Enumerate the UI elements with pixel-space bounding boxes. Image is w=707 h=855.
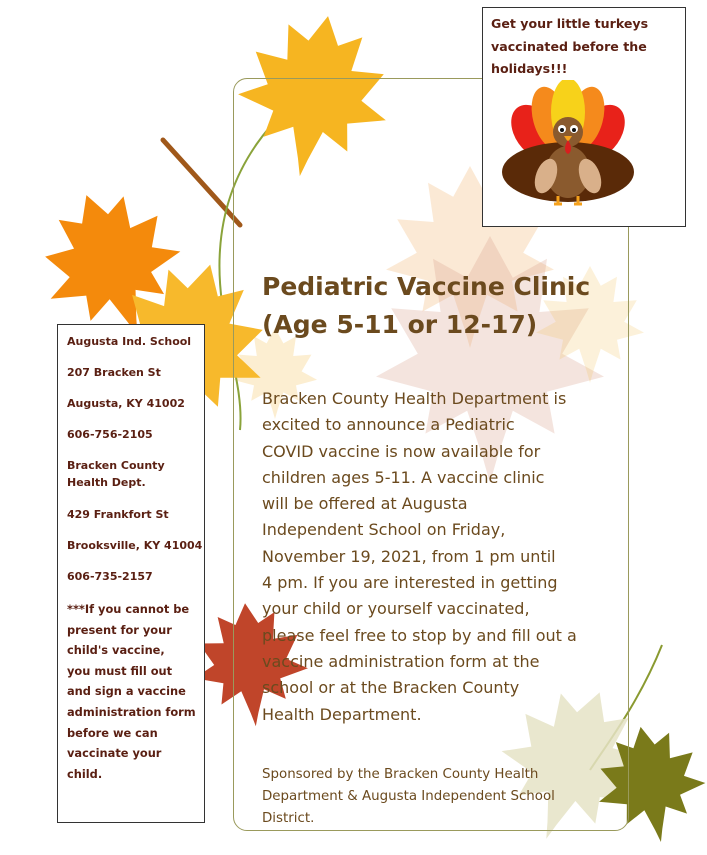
body-line: please feel free to stop by and fill out a <box>262 625 577 645</box>
body-line: excited to announce a Pediatric <box>262 415 515 435</box>
dept-phone: 606-735-2157 <box>67 570 153 583</box>
note-line: you must fill out <box>67 663 173 678</box>
dept-name-line2: Health Dept. <box>67 476 146 489</box>
body-line: school or at the Bracken County <box>262 678 520 698</box>
body-line: COVID vaccine is now available for <box>262 441 541 461</box>
body-line: your child or yourself vaccinated, <box>262 599 530 619</box>
note-line: child. <box>67 766 103 781</box>
turkey-icon <box>498 80 638 208</box>
title-line: (Age 5-11 or 12-17) <box>262 310 538 339</box>
body-line: will be offered at Augusta <box>262 494 468 514</box>
sponsor-line: District. <box>262 811 315 826</box>
page-title <box>262 268 622 344</box>
body-line: vaccine administration form at the <box>262 651 540 671</box>
callout-line: holidays!!! <box>491 61 568 76</box>
dept-name-line1: Bracken County <box>67 459 165 472</box>
dept-city: Brooksville, KY 41004 <box>67 539 203 552</box>
note-line: vaccinate your <box>67 746 162 761</box>
body-line: children ages 5-11. A vaccine clinic <box>262 467 545 487</box>
vaccine-form-note <box>67 599 196 784</box>
note-line: administration form <box>67 704 196 719</box>
body-line: November 19, 2021, from 1 pm until <box>262 546 556 566</box>
school-street: 207 Bracken St <box>67 366 161 379</box>
body-line: 4 pm. If you are interested in getting <box>262 573 558 593</box>
note-line: and sign a vaccine <box>67 684 186 699</box>
turkey-callout-box <box>482 7 686 227</box>
turkey-callout-text <box>491 13 681 81</box>
body-line: Health Department. <box>262 704 422 724</box>
school-city: Augusta, KY 41002 <box>67 397 185 410</box>
body-line: Independent School on Friday, <box>262 520 506 540</box>
note-line: present for your <box>67 622 172 637</box>
announcement-text <box>262 386 602 728</box>
callout-line: Get your little turkeys <box>491 16 649 31</box>
contact-info-box <box>57 324 205 823</box>
callout-line: vaccinated before the <box>491 38 647 54</box>
school-phone: 606-756-2105 <box>67 428 153 441</box>
sponsor-line: Sponsored by the Bracken County Health <box>262 767 539 782</box>
dept-street: 429 Frankfort St <box>67 508 169 521</box>
body-line: Bracken County Health Department is <box>262 389 567 408</box>
sponsor-line: Department & Augusta Independent School <box>262 789 555 804</box>
school-name: Augusta Ind. School <box>67 335 192 348</box>
title-line: Pediatric Vaccine Clinic <box>262 272 591 301</box>
note-line: before we can <box>67 725 158 740</box>
note-line: ***If you cannot be <box>67 602 190 616</box>
branch-stem <box>163 140 240 225</box>
sponsor-text <box>262 764 602 830</box>
note-line: child's vaccine, <box>67 643 165 658</box>
